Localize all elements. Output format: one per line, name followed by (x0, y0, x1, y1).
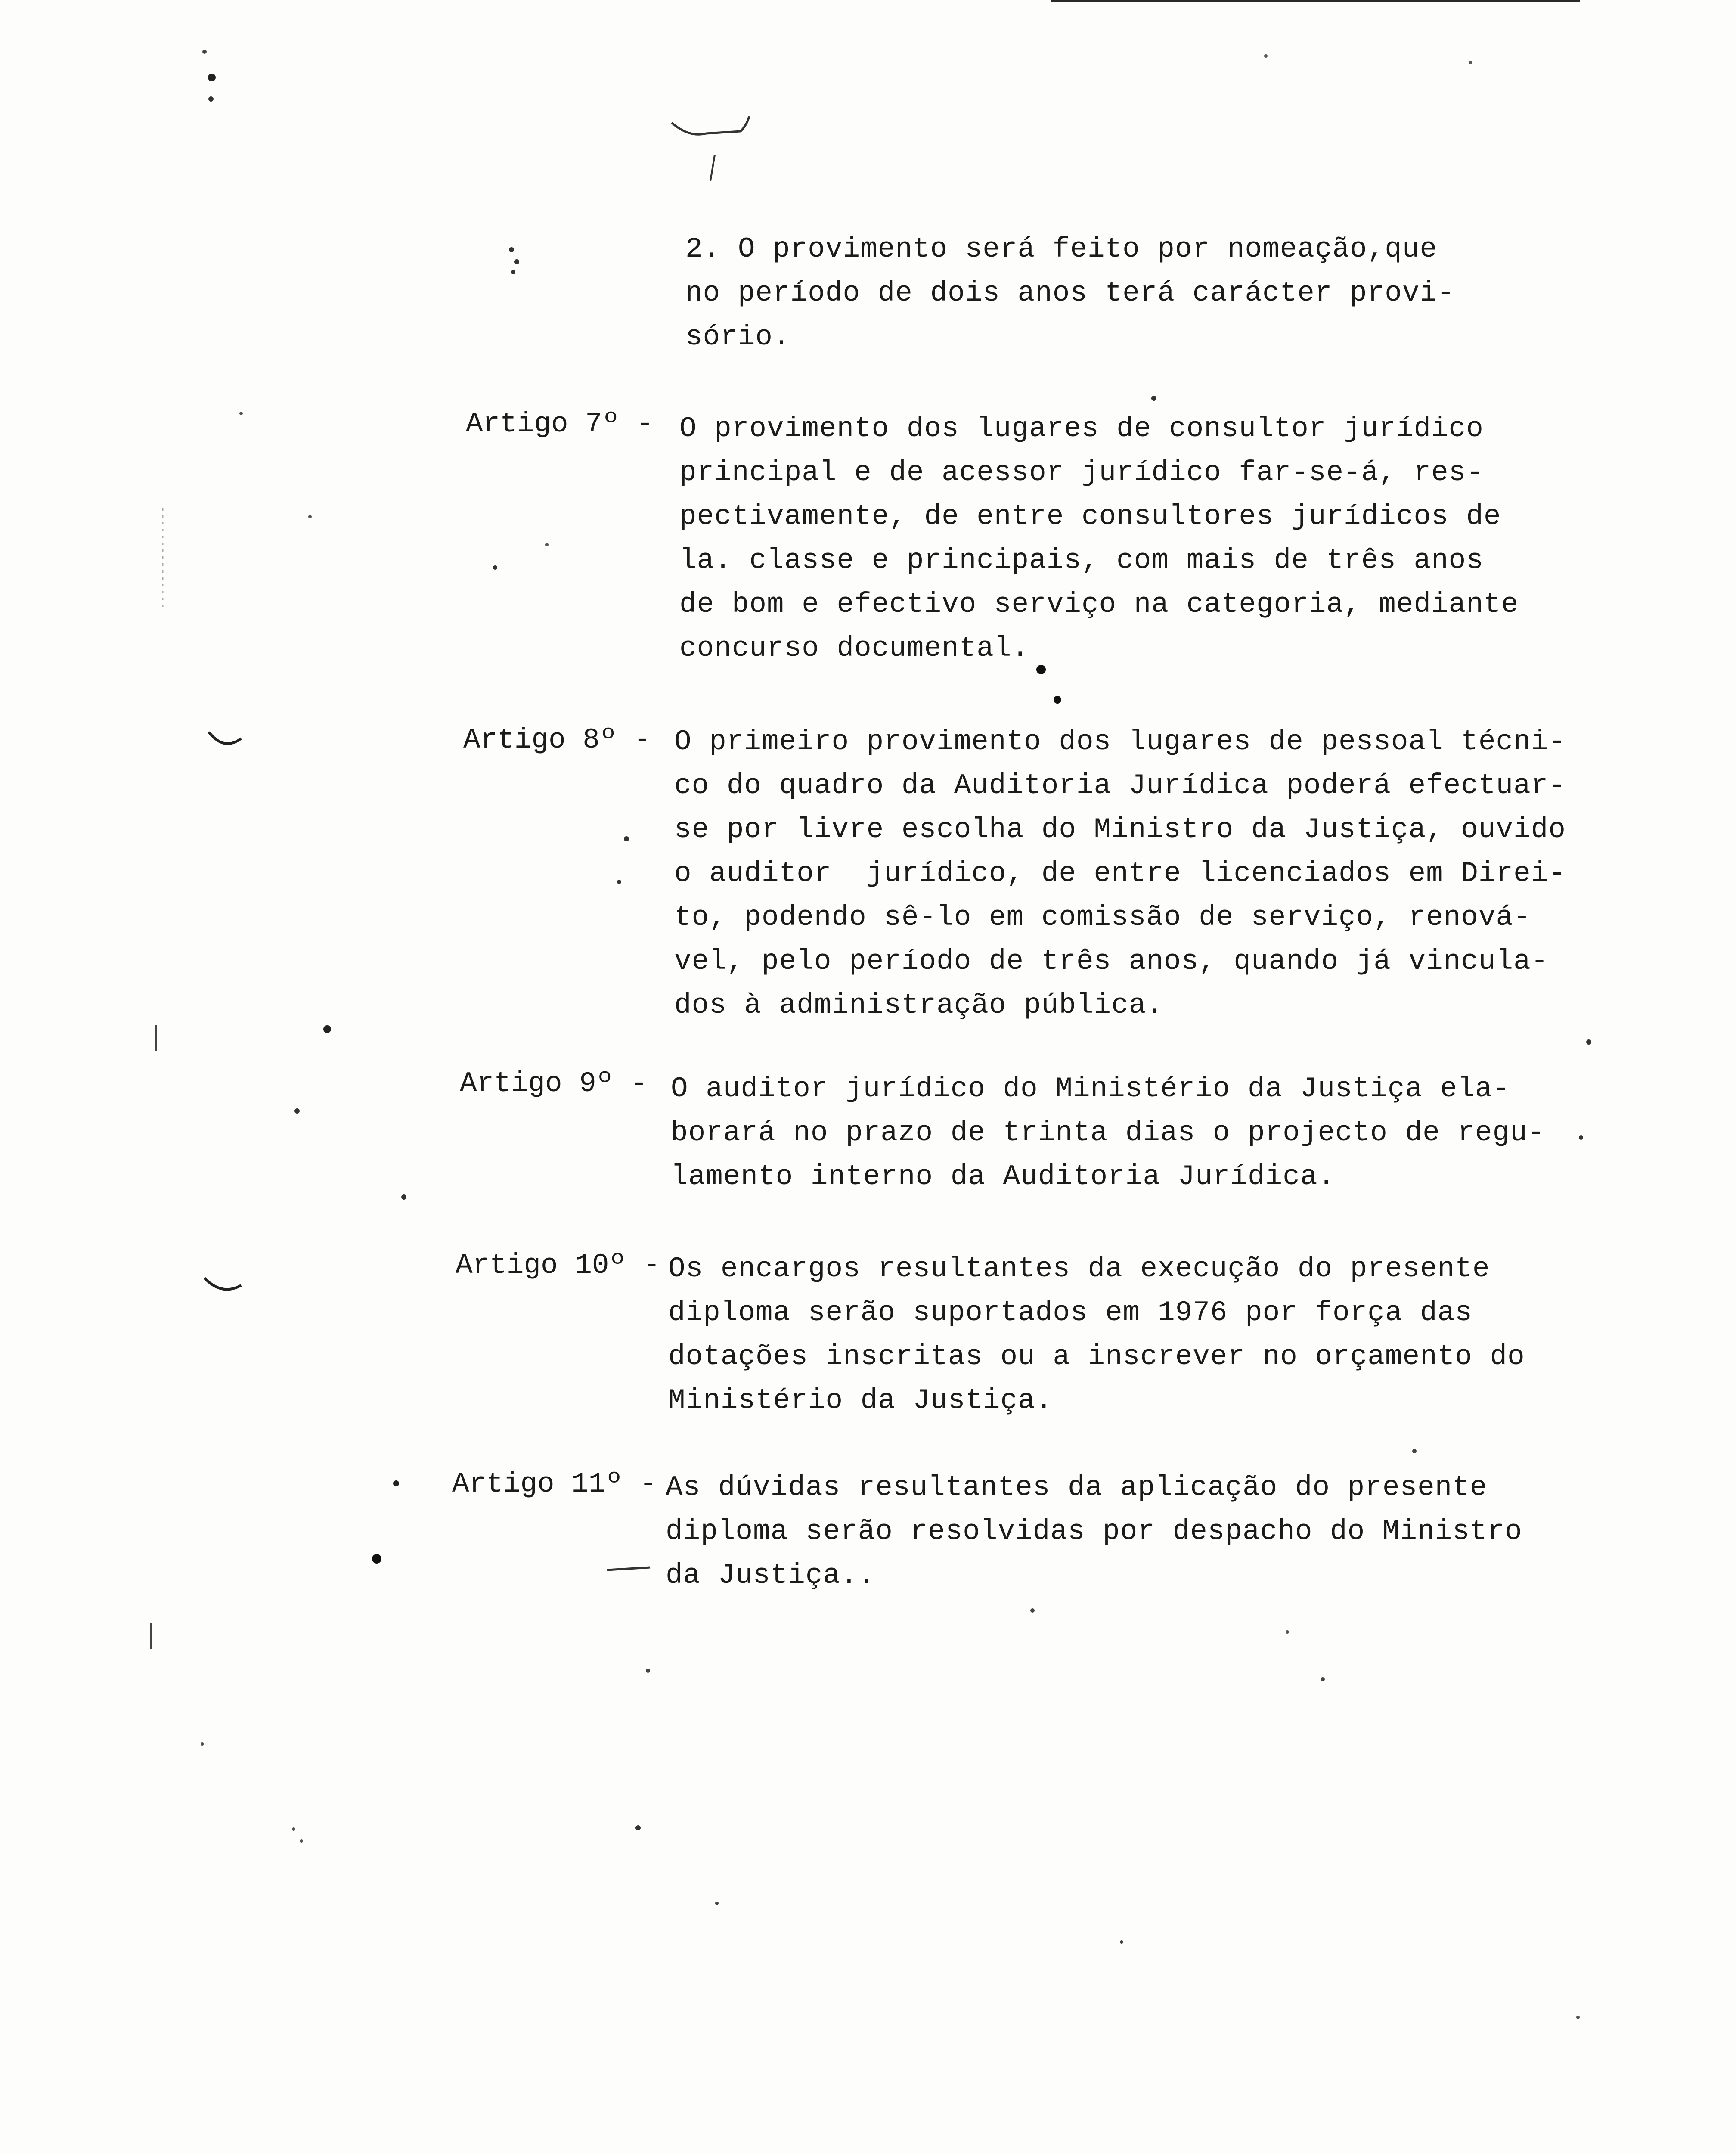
artigo-8-label: Artigo 8º - (463, 724, 651, 756)
artigo-8-body (674, 720, 1566, 1027)
artigo-7-line-4: la. classe e principais, com mais de três anos (679, 544, 1484, 577)
artigo-8-line-4: o auditor jurídico, de entre licenciados em Direi- (674, 857, 1566, 890)
paragraph-item-2 (685, 227, 1455, 359)
artigo-9-line-2: borará no prazo de trinta dias o projecto de regu- (671, 1117, 1545, 1149)
item-2-line-2: no período de dois anos terá carácter provi- (685, 277, 1455, 309)
artigo-7-body (679, 407, 1519, 670)
artigo-8-line-1: O primeiro provimento dos lugares de pessoal técni- (674, 726, 1566, 758)
artigo-9-line-1: O auditor jurídico do Ministério da Justiça ela- (671, 1073, 1510, 1105)
dash-mark (607, 1567, 650, 1570)
artigo-10-line-1: Os encargos resultantes da execução do presente (668, 1253, 1490, 1285)
artigo-8-line-7: dos à administração pública. (674, 989, 1164, 1021)
artigo-11-body (666, 1466, 1522, 1598)
artigo-8-line-2: co do quadro da Auditoria Jurídica poderá efectuar- (674, 769, 1566, 802)
artigo-8-line-5: to, podendo sê-lo em comissão de serviço, renová- (674, 901, 1531, 934)
hole-punch-mark-2 (205, 1278, 241, 1289)
artigo-7-line-5: de bom e efectivo serviço na categoria, mediante (679, 588, 1519, 620)
hole-punch-mark-1 (209, 732, 241, 744)
item-2-line-3: sório. (685, 321, 790, 353)
artigo-8-line-6: vel, pelo período de três anos, quando já vincula- (674, 945, 1549, 977)
item-2-line-1: 2. O provimento será feito por nomeação,que (685, 233, 1438, 265)
artigo-10-label: Artigo 10º - (456, 1249, 660, 1281)
artigo-10-body (668, 1247, 1525, 1423)
artigo-9-body (671, 1067, 1545, 1199)
top-scribble-mark (672, 116, 749, 134)
artigo-9-line-3: lamento interno da Auditoria Jurídica. (671, 1160, 1336, 1193)
artigo-11-line-2: diploma serão resolvidas por despacho do Ministro (666, 1515, 1522, 1548)
artigo-7-line-6: concurso documental. (679, 632, 1029, 664)
artigo-11-line-3: da Justiça.. (666, 1559, 876, 1591)
artigo-7-line-1: O provimento dos lugares de consultor jurídico (679, 413, 1484, 445)
artigo-10-line-3: dotações inscritas ou a inscrever no orçamento do (668, 1340, 1525, 1373)
tick-mark (710, 155, 715, 181)
top-edge-rule (1051, 0, 1580, 2)
artigo-11-line-1: As dúvidas resultantes da aplicação do presente (666, 1471, 1488, 1504)
artigo-11-label: Artigo 11º - (452, 1468, 657, 1500)
artigo-7-label: Artigo 7º - (466, 408, 654, 440)
artigo-7-line-2: principal e de acessor jurídico far-se-á, res- (679, 456, 1484, 489)
artigo-10-line-4: Ministério da Justiça. (668, 1384, 1053, 1417)
artigo-8-line-3: se por livre escolha do Ministro da Justiça, ouvido (674, 813, 1566, 846)
artigo-7-line-3: pectivamente, de entre consultores jurídicos de (679, 500, 1501, 533)
artigo-9-label: Artigo 9º - (460, 1067, 648, 1100)
artigo-10-line-2: diploma serão suportados em 1976 por força das (668, 1297, 1472, 1329)
